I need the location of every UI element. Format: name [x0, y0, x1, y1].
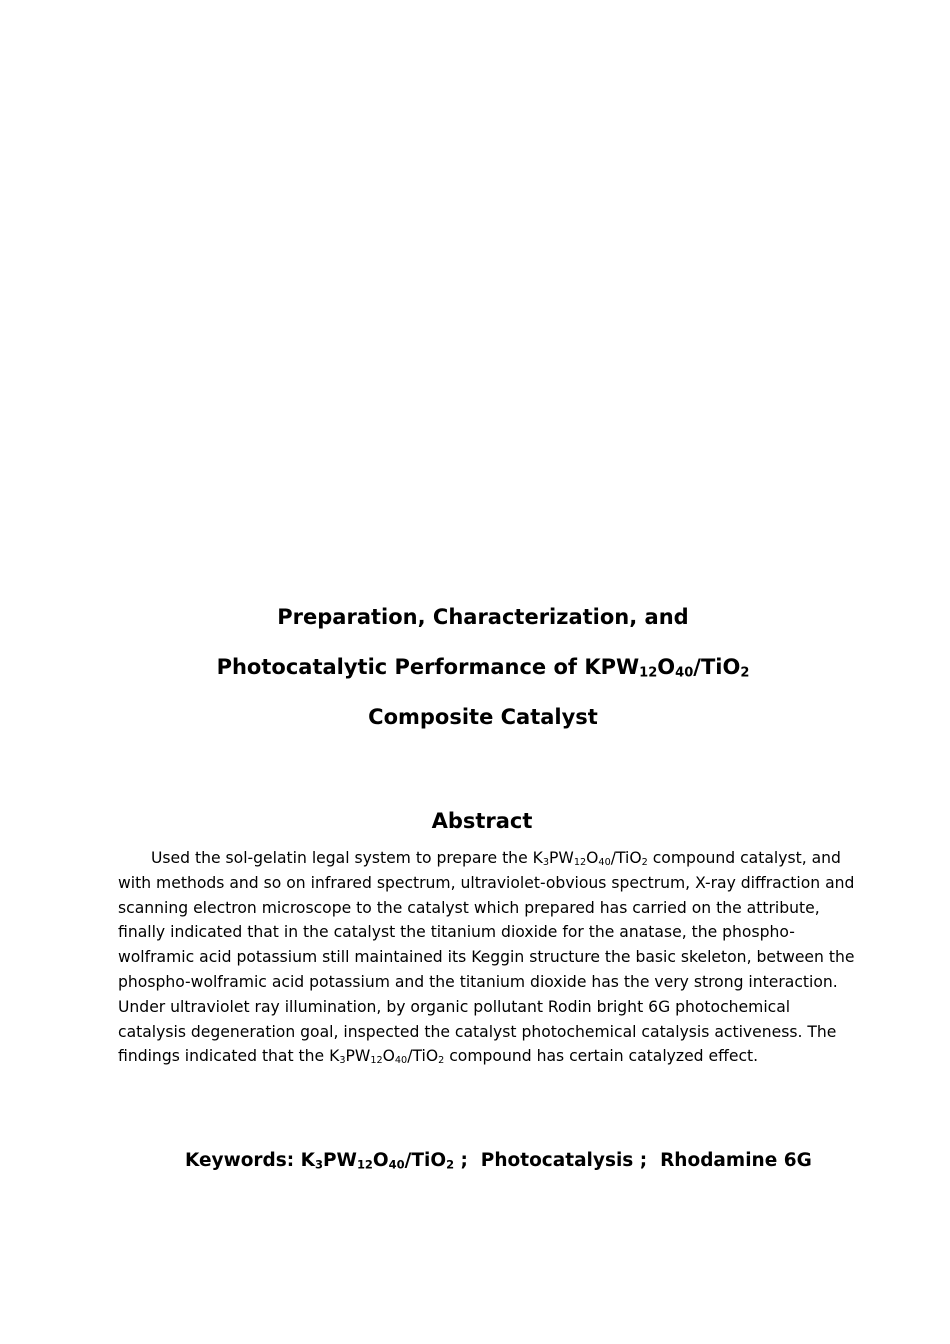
keyword-text: PW [322, 1150, 357, 1171]
subscript: 40 [388, 1157, 405, 1172]
document-title [0, 592, 950, 742]
subscript: 12 [370, 1055, 383, 1067]
abstract-text: O [586, 849, 599, 867]
subscript: 2 [641, 856, 648, 868]
subscript: 3 [314, 1157, 323, 1172]
abstract-text: PW [345, 1047, 371, 1066]
abstract-text: PW [549, 849, 574, 867]
keyword-separator: ; [454, 1150, 481, 1171]
subscript: 12 [573, 856, 587, 868]
subscript: 3 [339, 1055, 346, 1067]
abstract-text: compound catalyst, and with methods and so on infrared spectrum, ultraviolet-obvious spectrum, X-ray diffraction and scanning electron microscope to the catalyst which prepared has carried on the attribute, finally indicated that in the catalyst the titanium dioxide for the anatase, the phospho-wolframic acid potassium still maintained its Keggin structure the basic skeleton, between the phospho-wolframic acid potassium and the titanium dioxide has the very strong interaction. Under ultraviolet ray illumination, by organic pollutant Rodin bright 6G photochemical catalysis degeneration goal, inspected the catalyst photochemical catalysis activeness. The findings indicated that the K [118, 849, 855, 1066]
subscript: 2 [438, 1055, 445, 1067]
keyword-separator: ; [633, 1150, 661, 1171]
title-line-2-text: /TiO [693, 655, 741, 679]
subscript: 12 [639, 665, 658, 681]
title-line-3: Composite Catalyst [368, 705, 598, 729]
keyword-photocatalysis: Photocatalysis [480, 1150, 634, 1171]
keyword-text: O [372, 1150, 389, 1171]
title-line-2-text: O [657, 655, 676, 679]
subscript: 2 [740, 665, 750, 681]
abstract-heading: Abstract [431, 809, 533, 833]
subscript: 40 [394, 1055, 408, 1067]
subscript: 12 [356, 1157, 373, 1172]
abstract-text: /TiO [407, 1047, 439, 1066]
title-line-1: Preparation, Characterization, and [277, 605, 689, 629]
subscript: 2 [446, 1157, 455, 1172]
keywords [185, 1136, 845, 1185]
title-line-2-text: Photocatalytic Performance of KPW [216, 655, 640, 679]
keyword-rhodamine: Rhodamine 6G [660, 1150, 812, 1171]
abstract-text: /TiO [610, 849, 642, 867]
keywords-label: Keywords: K [185, 1150, 315, 1171]
keyword-text: /TiO [404, 1150, 447, 1171]
title-line-2 [0, 642, 950, 692]
abstract-text: Used the sol-gelatin legal system to prepare the K [151, 849, 543, 867]
abstract-text: compound has certain catalyzed effect. [444, 1047, 759, 1066]
subscript: 40 [598, 856, 611, 868]
subscript: 3 [542, 856, 550, 868]
subscript: 40 [675, 665, 694, 681]
abstract-body [118, 846, 858, 1069]
abstract-text: O [382, 1047, 395, 1066]
